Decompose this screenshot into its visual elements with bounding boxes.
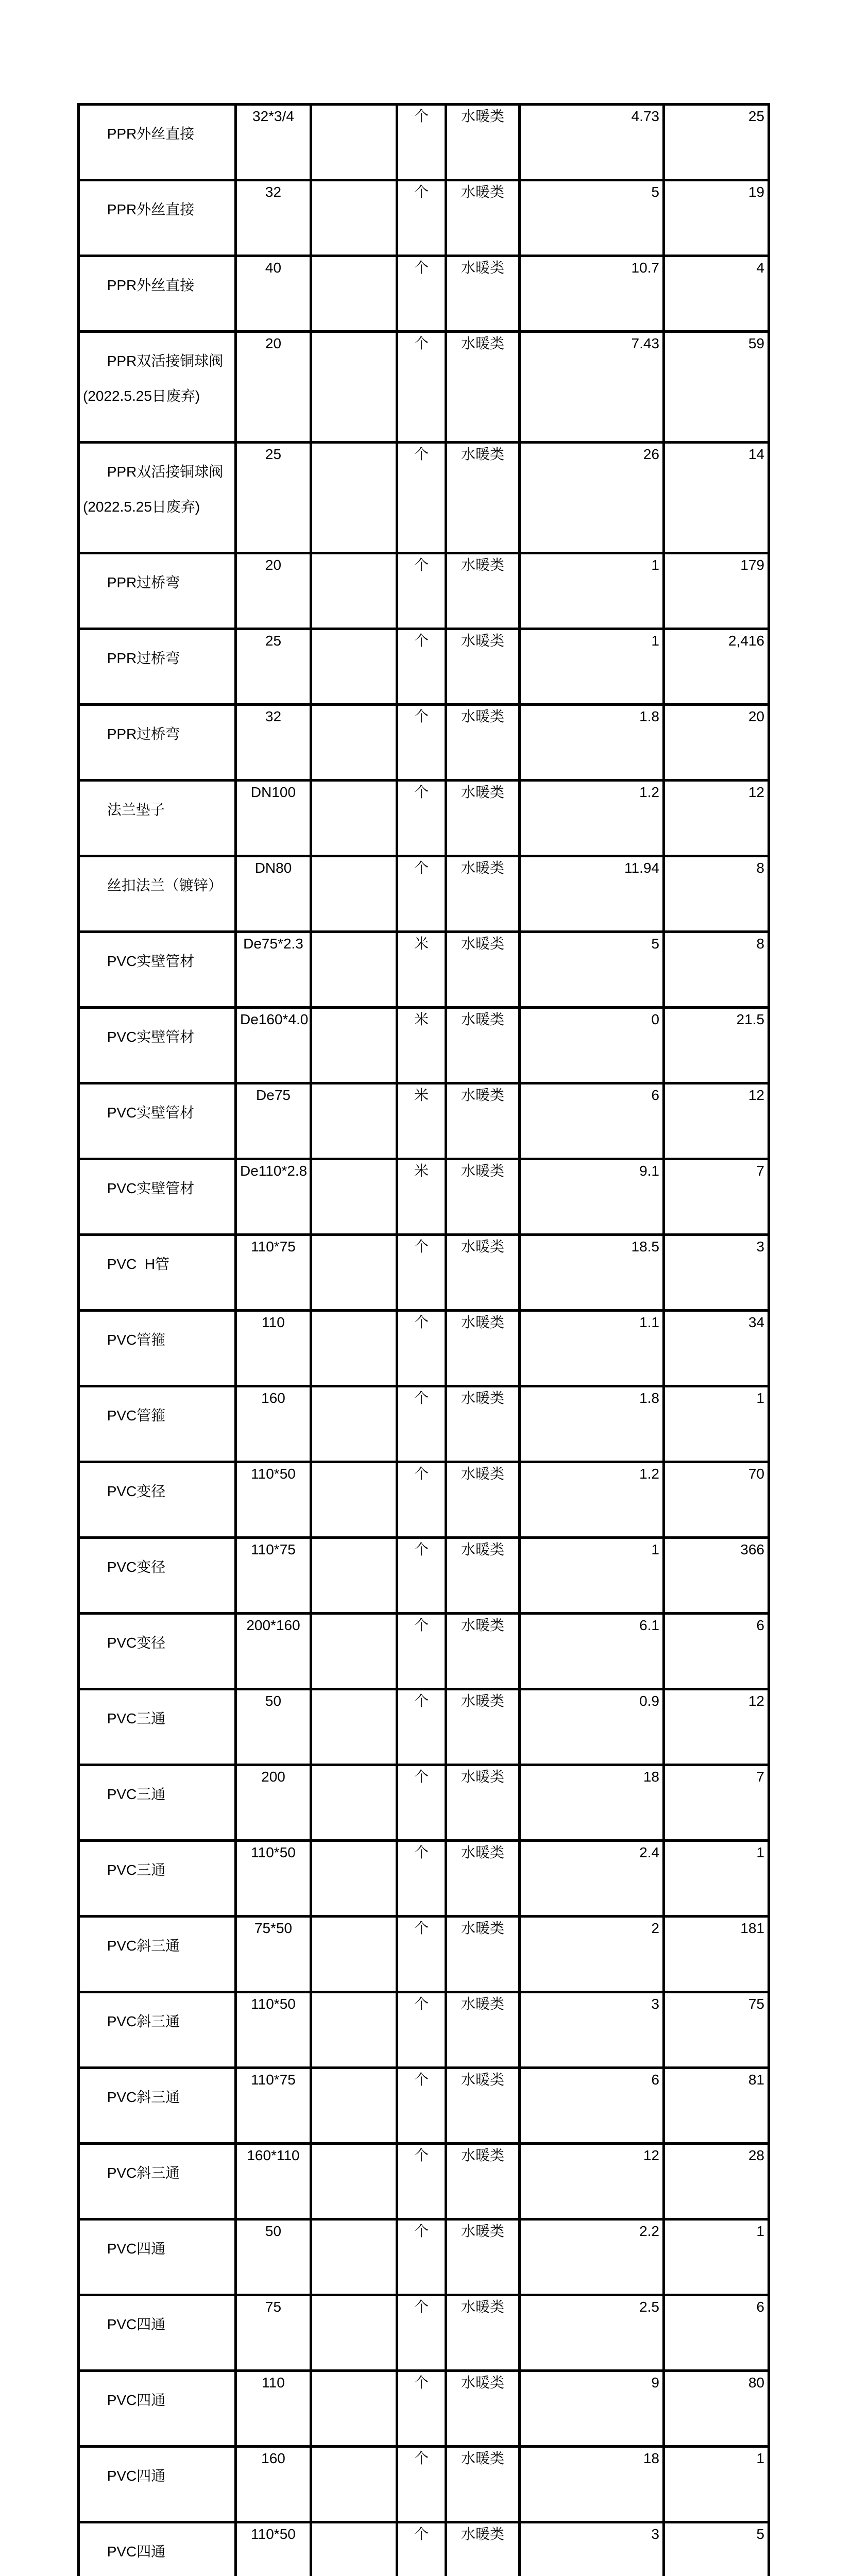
cell-item-name	[79, 1462, 236, 1538]
cell-unit-price: 1.2	[520, 1462, 664, 1538]
cell-blank	[311, 2144, 397, 2219]
table-row	[79, 781, 769, 856]
table-row	[79, 553, 769, 629]
item-name: PPR外丝直接	[107, 201, 195, 217]
cell-item-name	[79, 1159, 236, 1235]
cell-unit: 个	[397, 2371, 446, 2447]
cell-category: 水暖类	[446, 2522, 520, 2576]
cell-unit-price: 0	[520, 1008, 664, 1083]
cell-unit: 个	[397, 2219, 446, 2295]
cell-unit-price: 18	[520, 2447, 664, 2522]
cell-category: 水暖类	[446, 2068, 520, 2144]
table-row	[79, 2144, 769, 2219]
cell-blank	[311, 105, 397, 180]
cell-unit-price: 1	[520, 553, 664, 629]
cell-quantity: 366	[664, 1538, 769, 1614]
cell-category: 水暖类	[446, 443, 520, 553]
cell-quantity: 181	[664, 1917, 769, 1992]
cell-quantity: 8	[664, 932, 769, 1008]
cell-unit: 个	[397, 180, 446, 256]
cell-item-name	[79, 180, 236, 256]
cell-blank	[311, 2219, 397, 2295]
table-row	[79, 705, 769, 781]
cell-spec: DN100	[236, 781, 311, 856]
cell-blank	[311, 1992, 397, 2068]
cell-blank	[311, 443, 397, 553]
cell-category: 水暖类	[446, 332, 520, 443]
item-name: PVC实壁管材	[107, 1029, 195, 1045]
cell-category: 水暖类	[446, 856, 520, 932]
cell-unit-price: 6.1	[520, 1614, 664, 1689]
cell-quantity: 34	[664, 1311, 769, 1386]
table-row	[79, 1159, 769, 1235]
item-name: PVC三通	[107, 1862, 166, 1878]
cell-spec: 110*50	[236, 1462, 311, 1538]
cell-spec: 75*50	[236, 1917, 311, 1992]
cell-blank	[311, 1311, 397, 1386]
cell-unit-price: 5	[520, 932, 664, 1008]
item-name-note: (2022.5.25日废弃)	[83, 387, 231, 405]
cell-quantity: 28	[664, 2144, 769, 2219]
cell-spec: 75	[236, 2295, 311, 2371]
cell-quantity: 12	[664, 1083, 769, 1159]
cell-quantity: 6	[664, 1614, 769, 1689]
table-row	[79, 1538, 769, 1614]
cell-blank	[311, 180, 397, 256]
cell-item-name	[79, 1992, 236, 2068]
cell-item-name	[79, 1917, 236, 1992]
cell-spec: 50	[236, 2219, 311, 2295]
cell-category: 水暖类	[446, 1841, 520, 1917]
inventory-table-body	[79, 105, 769, 2576]
cell-unit-price: 18	[520, 1765, 664, 1841]
cell-quantity: 8	[664, 856, 769, 932]
cell-unit-price: 6	[520, 2068, 664, 2144]
cell-category: 水暖类	[446, 553, 520, 629]
cell-category: 水暖类	[446, 1462, 520, 1538]
cell-unit-price: 2.5	[520, 2295, 664, 2371]
cell-unit-price: 3	[520, 2522, 664, 2576]
item-name: PVC管箍	[107, 1408, 166, 1423]
cell-item-name	[79, 105, 236, 180]
cell-item-name	[79, 2371, 236, 2447]
cell-category: 水暖类	[446, 180, 520, 256]
cell-unit: 个	[397, 705, 446, 781]
item-name: PVC三通	[107, 1710, 166, 1726]
item-name: PPR过桥弯	[107, 726, 180, 742]
cell-unit-price: 2.2	[520, 2219, 664, 2295]
cell-blank	[311, 1841, 397, 1917]
table-row	[79, 1386, 769, 1462]
cell-unit: 米	[397, 932, 446, 1008]
table-row	[79, 1992, 769, 2068]
item-name: PPR过桥弯	[107, 650, 180, 666]
cell-quantity: 81	[664, 2068, 769, 2144]
cell-unit: 个	[397, 1689, 446, 1765]
cell-spec: 110*75	[236, 2068, 311, 2144]
cell-quantity: 7	[664, 1159, 769, 1235]
cell-category: 水暖类	[446, 2144, 520, 2219]
cell-category: 水暖类	[446, 105, 520, 180]
cell-item-name	[79, 256, 236, 332]
cell-spec: 200	[236, 1765, 311, 1841]
cell-item-name	[79, 1386, 236, 1462]
cell-category: 水暖类	[446, 629, 520, 705]
cell-unit-price: 3	[520, 1992, 664, 2068]
item-name: PPR过桥弯	[107, 574, 180, 590]
cell-item-name	[79, 2219, 236, 2295]
table-row	[79, 856, 769, 932]
table-row	[79, 1462, 769, 1538]
item-name: PVC斜三通	[107, 1938, 180, 1954]
cell-unit: 个	[397, 553, 446, 629]
cell-unit: 个	[397, 2447, 446, 2522]
cell-quantity: 19	[664, 180, 769, 256]
item-name: PVC四通	[107, 2316, 166, 2332]
cell-spec: 110	[236, 1311, 311, 1386]
cell-unit: 个	[397, 781, 446, 856]
cell-spec: 20	[236, 332, 311, 443]
cell-unit: 米	[397, 1159, 446, 1235]
table-row	[79, 1689, 769, 1765]
cell-blank	[311, 1008, 397, 1083]
item-name: PVC斜三通	[107, 2013, 180, 2029]
cell-item-name	[79, 1765, 236, 1841]
cell-item-name	[79, 1614, 236, 1689]
cell-blank	[311, 332, 397, 443]
cell-unit: 个	[397, 1992, 446, 2068]
cell-blank	[311, 1765, 397, 1841]
cell-spec: 160*110	[236, 2144, 311, 2219]
cell-unit: 个	[397, 856, 446, 932]
cell-quantity: 5	[664, 2522, 769, 2576]
cell-unit-price: 9	[520, 2371, 664, 2447]
table-row	[79, 1083, 769, 1159]
cell-item-name	[79, 856, 236, 932]
item-name: PVC实壁管材	[107, 953, 195, 969]
table-row	[79, 1917, 769, 1992]
cell-category: 水暖类	[446, 1235, 520, 1311]
table-row	[79, 1311, 769, 1386]
item-name: PVC四通	[107, 2392, 166, 2408]
cell-item-name	[79, 781, 236, 856]
table-row	[79, 629, 769, 705]
cell-item-name	[79, 2522, 236, 2576]
cell-spec: 20	[236, 553, 311, 629]
cell-unit-price: 2.4	[520, 1841, 664, 1917]
cell-unit-price: 26	[520, 443, 664, 553]
cell-spec: De75	[236, 1083, 311, 1159]
cell-category: 水暖类	[446, 1386, 520, 1462]
item-name: 法兰垫子	[107, 802, 165, 818]
cell-item-name	[79, 332, 236, 443]
cell-unit-price: 7.43	[520, 332, 664, 443]
cell-item-name	[79, 1083, 236, 1159]
cell-quantity: 1	[664, 2219, 769, 2295]
cell-quantity: 70	[664, 1462, 769, 1538]
cell-unit: 个	[397, 105, 446, 180]
cell-unit: 个	[397, 2068, 446, 2144]
cell-unit: 个	[397, 1765, 446, 1841]
cell-quantity: 1	[664, 1841, 769, 1917]
cell-unit-price: 11.94	[520, 856, 664, 932]
item-name: PPR外丝直接	[107, 126, 195, 142]
cell-blank	[311, 1614, 397, 1689]
cell-blank	[311, 1083, 397, 1159]
cell-spec: 110*50	[236, 2522, 311, 2576]
table-row	[79, 1235, 769, 1311]
cell-spec: 160	[236, 2447, 311, 2522]
table-row	[79, 2295, 769, 2371]
cell-quantity: 12	[664, 781, 769, 856]
item-name: PVC四通	[107, 2468, 166, 2484]
cell-quantity: 14	[664, 443, 769, 553]
item-name: PVC斜三通	[107, 2089, 180, 2105]
cell-spec: 160	[236, 1386, 311, 1462]
cell-item-name	[79, 1311, 236, 1386]
cell-blank	[311, 629, 397, 705]
cell-quantity: 179	[664, 553, 769, 629]
cell-item-name	[79, 2295, 236, 2371]
cell-blank	[311, 553, 397, 629]
item-name: PVC实壁管材	[107, 1180, 195, 1196]
cell-spec: De160*4.0	[236, 1008, 311, 1083]
cell-spec: 25	[236, 629, 311, 705]
cell-spec: 110*75	[236, 1235, 311, 1311]
cell-unit: 个	[397, 2295, 446, 2371]
table-row	[79, 180, 769, 256]
cell-spec: 32*3/4	[236, 105, 311, 180]
cell-item-name	[79, 1841, 236, 1917]
cell-blank	[311, 2447, 397, 2522]
cell-spec: 200*160	[236, 1614, 311, 1689]
table-row	[79, 2068, 769, 2144]
cell-quantity: 4	[664, 256, 769, 332]
cell-category: 水暖类	[446, 2219, 520, 2295]
cell-quantity: 3	[664, 1235, 769, 1311]
cell-unit: 米	[397, 1008, 446, 1083]
cell-quantity: 21.5	[664, 1008, 769, 1083]
cell-unit: 个	[397, 332, 446, 443]
cell-item-name	[79, 553, 236, 629]
cell-unit-price: 1	[520, 1538, 664, 1614]
cell-quantity: 7	[664, 1765, 769, 1841]
table-row	[79, 105, 769, 180]
item-name: PPR外丝直接	[107, 277, 195, 293]
cell-category: 水暖类	[446, 2295, 520, 2371]
cell-blank	[311, 705, 397, 781]
cell-blank	[311, 932, 397, 1008]
item-name: PVC变径	[107, 1635, 166, 1651]
item-name: PVC变径	[107, 1559, 166, 1575]
cell-unit: 个	[397, 1614, 446, 1689]
cell-blank	[311, 781, 397, 856]
cell-spec: DN80	[236, 856, 311, 932]
cell-unit-price: 18.5	[520, 1235, 664, 1311]
table-row	[79, 1765, 769, 1841]
table-row	[79, 2219, 769, 2295]
cell-blank	[311, 2068, 397, 2144]
item-name: PVC斜三通	[107, 2165, 180, 2181]
item-name: PPR双活接铜球阀	[107, 353, 224, 369]
cell-unit-price: 0.9	[520, 1689, 664, 1765]
cell-spec: 110*50	[236, 1841, 311, 1917]
table-row	[79, 2447, 769, 2522]
cell-blank	[311, 1689, 397, 1765]
cell-category: 水暖类	[446, 1765, 520, 1841]
table-row	[79, 2371, 769, 2447]
cell-blank	[311, 2295, 397, 2371]
cell-unit-price: 4.73	[520, 105, 664, 180]
cell-item-name	[79, 1538, 236, 1614]
cell-blank	[311, 1917, 397, 1992]
item-name: PVC实壁管材	[107, 1105, 195, 1121]
cell-category: 水暖类	[446, 2371, 520, 2447]
inventory-table	[77, 103, 770, 2576]
table-row	[79, 1614, 769, 1689]
cell-unit: 个	[397, 1462, 446, 1538]
cell-item-name	[79, 1008, 236, 1083]
cell-quantity: 1	[664, 2447, 769, 2522]
cell-blank	[311, 1235, 397, 1311]
cell-quantity: 59	[664, 332, 769, 443]
cell-unit: 个	[397, 443, 446, 553]
table-row	[79, 332, 769, 443]
cell-blank	[311, 2522, 397, 2576]
cell-blank	[311, 1159, 397, 1235]
cell-unit-price: 1.8	[520, 705, 664, 781]
cell-unit: 个	[397, 1235, 446, 1311]
cell-quantity: 1	[664, 1386, 769, 1462]
item-name: PVC三通	[107, 1786, 166, 1802]
cell-category: 水暖类	[446, 2447, 520, 2522]
cell-spec: 25	[236, 443, 311, 553]
item-name: PVC H管	[107, 1256, 169, 1272]
cell-category: 水暖类	[446, 781, 520, 856]
table-row	[79, 932, 769, 1008]
table-row	[79, 1841, 769, 1917]
cell-blank	[311, 856, 397, 932]
cell-spec: 40	[236, 256, 311, 332]
cell-quantity: 2,416	[664, 629, 769, 705]
cell-quantity: 25	[664, 105, 769, 180]
item-name: PVC四通	[107, 2241, 166, 2257]
item-name: 丝扣法兰（镀锌）	[107, 877, 223, 893]
cell-spec: 50	[236, 1689, 311, 1765]
item-name: PVC四通	[107, 2544, 166, 2560]
cell-blank	[311, 2371, 397, 2447]
cell-unit: 个	[397, 629, 446, 705]
cell-unit-price: 6	[520, 1083, 664, 1159]
cell-unit: 个	[397, 2522, 446, 2576]
cell-unit: 个	[397, 256, 446, 332]
cell-category: 水暖类	[446, 1689, 520, 1765]
document-page	[0, 0, 852, 1205]
cell-category: 水暖类	[446, 1992, 520, 2068]
cell-blank	[311, 1386, 397, 1462]
item-name: PVC变径	[107, 1483, 166, 1499]
cell-quantity: 80	[664, 2371, 769, 2447]
cell-category: 水暖类	[446, 1614, 520, 1689]
cell-item-name	[79, 1689, 236, 1765]
cell-unit-price: 2	[520, 1917, 664, 1992]
cell-category: 水暖类	[446, 1538, 520, 1614]
cell-item-name	[79, 443, 236, 553]
cell-item-name	[79, 2068, 236, 2144]
cell-unit: 个	[397, 1538, 446, 1614]
cell-quantity: 6	[664, 2295, 769, 2371]
cell-unit: 个	[397, 1917, 446, 1992]
cell-category: 水暖类	[446, 256, 520, 332]
cell-unit: 米	[397, 1083, 446, 1159]
cell-category: 水暖类	[446, 1311, 520, 1386]
cell-spec: De75*2.3	[236, 932, 311, 1008]
cell-unit-price: 1.8	[520, 1386, 664, 1462]
cell-quantity: 12	[664, 1689, 769, 1765]
cell-item-name	[79, 2144, 236, 2219]
cell-quantity: 20	[664, 705, 769, 781]
cell-category: 水暖类	[446, 705, 520, 781]
cell-item-name	[79, 705, 236, 781]
cell-spec: 32	[236, 180, 311, 256]
cell-quantity: 75	[664, 1992, 769, 2068]
cell-item-name	[79, 629, 236, 705]
cell-category: 水暖类	[446, 1159, 520, 1235]
cell-item-name	[79, 1235, 236, 1311]
cell-spec: De110*2.8	[236, 1159, 311, 1235]
cell-unit-price: 10.7	[520, 256, 664, 332]
item-name-note: (2022.5.25日废弃)	[83, 498, 231, 516]
cell-spec: 110*50	[236, 1992, 311, 2068]
cell-unit-price: 9.1	[520, 1159, 664, 1235]
cell-item-name	[79, 932, 236, 1008]
cell-unit-price: 1.2	[520, 781, 664, 856]
cell-category: 水暖类	[446, 1083, 520, 1159]
cell-spec: 32	[236, 705, 311, 781]
table-row	[79, 1008, 769, 1083]
table-row	[79, 256, 769, 332]
cell-unit-price: 5	[520, 180, 664, 256]
cell-unit: 个	[397, 1841, 446, 1917]
cell-unit: 个	[397, 1311, 446, 1386]
table-row	[79, 443, 769, 553]
cell-category: 水暖类	[446, 1917, 520, 1992]
cell-unit-price: 12	[520, 2144, 664, 2219]
cell-blank	[311, 1538, 397, 1614]
cell-item-name	[79, 2447, 236, 2522]
cell-unit: 个	[397, 1386, 446, 1462]
cell-blank	[311, 1462, 397, 1538]
cell-category: 水暖类	[446, 1008, 520, 1083]
cell-spec: 110	[236, 2371, 311, 2447]
table-row	[79, 2522, 769, 2576]
item-name: PVC管箍	[107, 1332, 166, 1348]
cell-unit-price: 1.1	[520, 1311, 664, 1386]
cell-unit: 个	[397, 2144, 446, 2219]
cell-category: 水暖类	[446, 932, 520, 1008]
item-name: PPR双活接铜球阀	[107, 464, 224, 480]
cell-blank	[311, 256, 397, 332]
cell-spec: 110*75	[236, 1538, 311, 1614]
cell-unit-price: 1	[520, 629, 664, 705]
